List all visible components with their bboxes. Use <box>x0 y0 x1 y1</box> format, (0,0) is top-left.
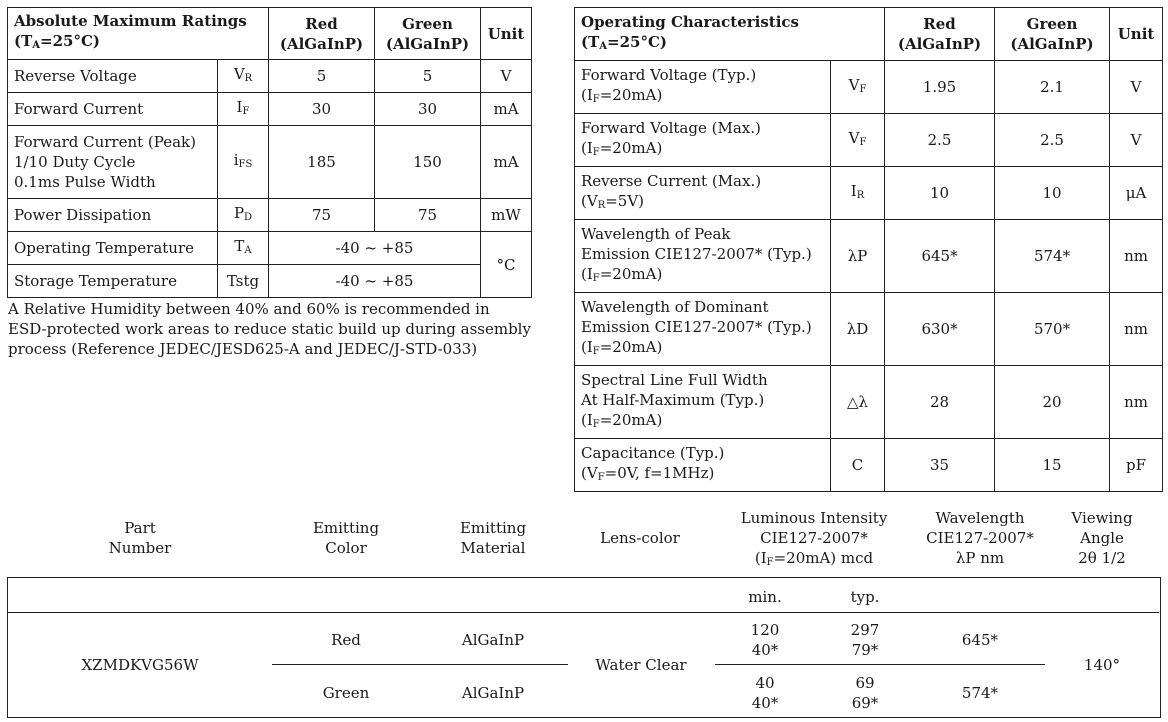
abs-green-header: Green (AlGaInP) <box>375 8 481 60</box>
typ-red: 297 79* <box>850 621 880 659</box>
emitting-material-header: Emitting Material <box>459 519 527 557</box>
table-row: Forward Current (Peak) 1/10 Duty Cycle 0.1ms Pulse Width $i_{FS}$ 185 150 mA <box>8 126 532 199</box>
table-row: Wavelength of Dominant Emission CIE127-2007* (Typ.) $(I_F=20mA)$ λD 630* 570* nm <box>575 293 1163 366</box>
wavelength-header: Wavelength CIE127-2007* λP nm <box>926 509 1034 567</box>
lens-color-header: Lens-color <box>600 529 680 547</box>
typ-green: 69 69* <box>851 674 879 712</box>
part-number-header: Part Number <box>108 519 172 557</box>
emitting-material-red: AlGaInP <box>461 631 525 649</box>
table-row: Reverse Current (Max.) $(V_R=5V)$ $I_R$ 10 10 μA <box>575 167 1163 220</box>
table-row: Spectral Line Full Width At Half-Maximum (Typ.) $(I_F=20mA)$ △λ 28 20 nm <box>575 366 1163 439</box>
typ-header: typ. <box>850 588 880 606</box>
emitting-color-header: Emitting Color <box>312 519 380 557</box>
abs-unit-header: Unit <box>481 8 532 60</box>
op-green-header: Green (AlGaInP) <box>995 8 1110 61</box>
op-unit-header: Unit <box>1110 8 1163 61</box>
wavelength-green: 574* <box>961 684 999 702</box>
wavelength-red: 645* <box>961 631 999 649</box>
viewing-angle: 140° <box>1083 656 1121 674</box>
emitting-color-green: Green <box>322 684 370 702</box>
table-row: Forward Voltage (Typ.) $(I_F=20mA)$ $V_F$ 1.95 2.1 V <box>575 61 1163 114</box>
table-row: Storage Temperature Tstg -40 ~ +85 <box>8 265 532 298</box>
min-header: min. <box>748 588 782 606</box>
table-row: Wavelength of Peak Emission CIE127-2007* (Typ.) $(I_F=20mA)$ λP 645* 574* nm <box>575 220 1163 293</box>
divider <box>8 612 1159 613</box>
op-red-header: Red (AlGaInP) <box>885 8 995 61</box>
min-red: 120 40* <box>750 621 780 659</box>
table-row: Capacitance (Typ.) ($V_F=0V$, f=1MHz) C 35 15 pF <box>575 439 1163 492</box>
abs-title: Absolute Maximum Ratings $(T_A=25^\circ C)$ <box>8 8 269 60</box>
table-row: Reverse Voltage $V_R$ 5 5 V <box>8 60 532 93</box>
part-table-header <box>0 508 1168 574</box>
table-row: Forward Current $I_F$ 30 30 mA <box>8 93 532 126</box>
viewing-angle-header: Viewing Angle 2θ 1/2 <box>1071 509 1133 567</box>
divider <box>272 664 568 665</box>
min-green: 40 40* <box>751 674 779 712</box>
absolute-maximum-ratings-table <box>7 7 532 298</box>
table-row: Power Dissipation $P_D$ 75 75 mW <box>8 199 532 232</box>
abs-red-header: Red (AlGaInP) <box>269 8 375 60</box>
part-table <box>7 577 1161 718</box>
table-row: Forward Voltage (Max.) $(I_F=20mA)$ $V_F$ 2.5 2.5 V <box>575 114 1163 167</box>
part-number: XZMDKVG56W <box>81 656 199 674</box>
lens-color: Water Clear <box>595 656 687 674</box>
luminous-intensity-header: Luminous Intensity CIE127-2007* $(I_F=20mA)$ mcd <box>740 509 888 568</box>
operating-characteristics-table <box>574 7 1163 492</box>
temperature-unit: °C <box>481 232 532 298</box>
emitting-material-green: AlGaInP <box>461 684 525 702</box>
divider <box>715 664 1045 665</box>
humidity-note: A Relative Humidity between 40% and 60% is recommended in ESD-protected work areas to reduce static build up during assembly process (Reference JEDEC/JESD625-A and JEDEC/J-STD-033) <box>8 300 531 358</box>
table-row: Operating Temperature $T_A$ -40 ~ +85 °C <box>8 232 532 265</box>
emitting-color-red: Red <box>331 631 361 649</box>
op-title: Operating Characteristics $(T_A=25^\circ C)$ <box>575 8 885 61</box>
